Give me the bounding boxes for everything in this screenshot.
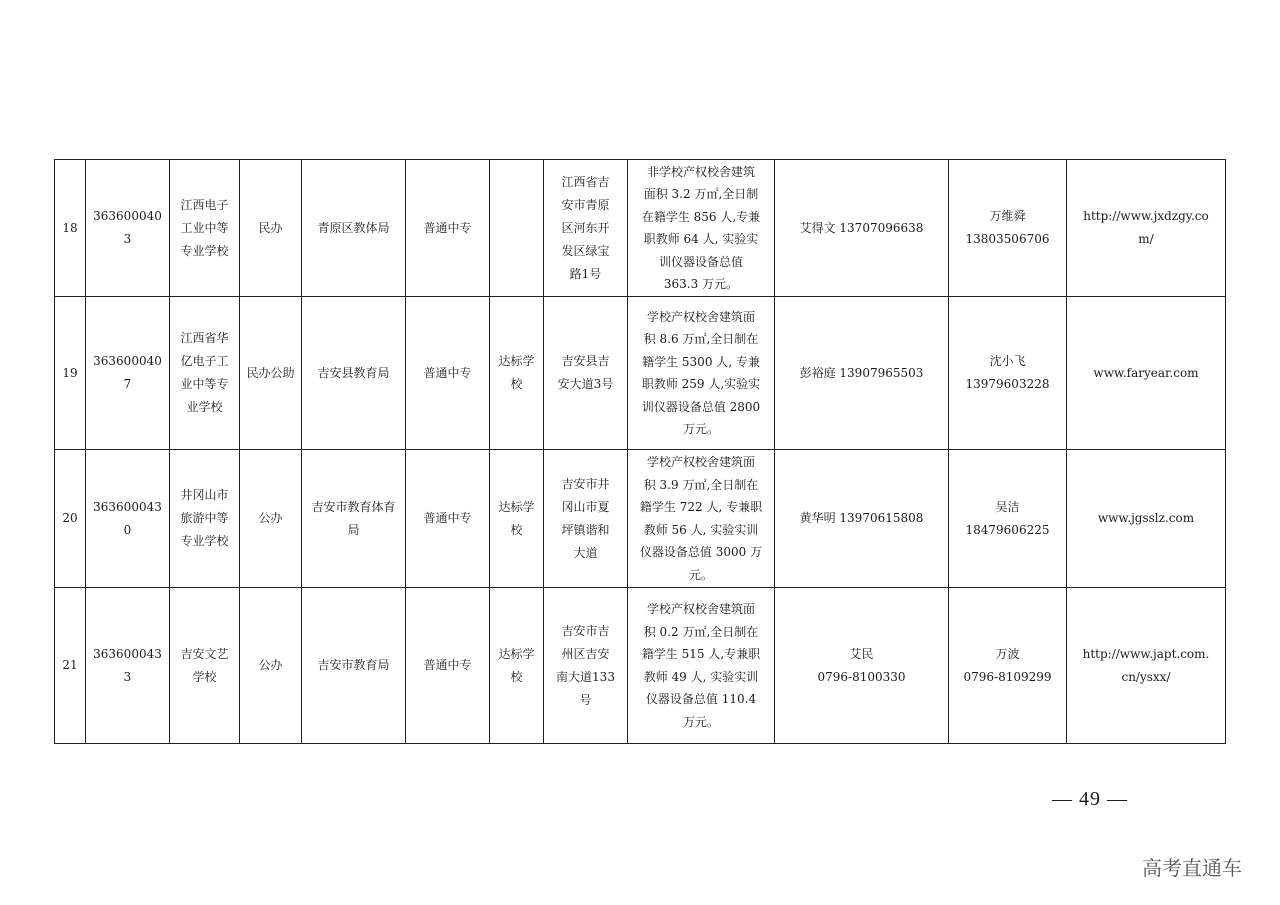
supervising-authority: 吉安市教育体育局 bbox=[302, 450, 406, 588]
school-type: 民办公助 bbox=[240, 297, 302, 450]
school-website: www.jgsslz.com bbox=[1067, 450, 1226, 588]
supervising-authority: 青原区教体局 bbox=[302, 160, 406, 297]
school-code: 3636000403 bbox=[86, 160, 170, 297]
school-type: 公办 bbox=[240, 588, 302, 744]
school-level: 普通中专 bbox=[406, 297, 490, 450]
table-row bbox=[55, 450, 1226, 588]
supervising-authority: 吉安市教育局 bbox=[302, 588, 406, 744]
school-description: 学校产权校舍建筑面 积 0.2 万㎡,全日制在 籍学生 515 人,专兼职 教师 49 人, 实验实训 仪器设备总值 110.4 万元。 bbox=[628, 588, 775, 744]
school-code: 3636000430 bbox=[86, 450, 170, 588]
school-address: 江西省吉 安市青原 区河东开 发区绿宝 路1号 bbox=[544, 160, 628, 297]
row-number: 21 bbox=[55, 588, 86, 744]
supervising-authority: 吉安县教育局 bbox=[302, 297, 406, 450]
page-number: — 49 — bbox=[1052, 788, 1128, 810]
school-type: 民办 bbox=[240, 160, 302, 297]
school-level: 普通中专 bbox=[406, 160, 490, 297]
school-address: 吉安市吉 州区吉安 南大道133 号 bbox=[544, 588, 628, 744]
school-level: 普通中专 bbox=[406, 588, 490, 744]
school-description: 学校产权校舍建筑面 积 8.6 万㎡,全日制在 籍学生 5300 人, 专兼 职教师 259 人,实验实 训仪器设备总值 2800 万元。 bbox=[628, 297, 775, 450]
school-level: 普通中专 bbox=[406, 450, 490, 588]
watermark-logo-text: 高考直通车 bbox=[1142, 856, 1242, 880]
school-type: 公办 bbox=[240, 450, 302, 588]
row-number: 18 bbox=[55, 160, 86, 297]
school-address: 吉安县吉 安大道3号 bbox=[544, 297, 628, 450]
school-name: 吉安文艺 学校 bbox=[170, 588, 240, 744]
liaison-contact: 万维舜 13803506706 bbox=[949, 160, 1067, 297]
school-description: 非学校产权校舍建筑 面积 3.2 万㎡,全日制 在籍学生 856 人,专兼 职教师 64 人, 实验实 训仪器设备总值 363.3 万元。 bbox=[628, 160, 775, 297]
principal-contact: 彭裕庭 13907965503 bbox=[775, 297, 949, 450]
school-info-table bbox=[54, 159, 1226, 744]
principal-contact: 艾民 0796-8100330 bbox=[775, 588, 949, 744]
school-name: 江西省华 亿电子工 业中等专 业学校 bbox=[170, 297, 240, 450]
liaison-contact: 万波 0796-8109299 bbox=[949, 588, 1067, 744]
accreditation-status bbox=[490, 160, 544, 297]
accreditation-status: 达标学校 bbox=[490, 588, 544, 744]
school-website: http://www.jxdzgy.co m/ bbox=[1067, 160, 1226, 297]
row-number: 19 bbox=[55, 297, 86, 450]
table-row bbox=[55, 588, 1226, 744]
table-row bbox=[55, 160, 1226, 297]
principal-contact: 黄华明 13970615808 bbox=[775, 450, 949, 588]
table-row bbox=[55, 297, 1226, 450]
accreditation-status: 达标学校 bbox=[490, 297, 544, 450]
liaison-contact: 沈小飞 13979603228 bbox=[949, 297, 1067, 450]
principal-contact: 艾得文 13707096638 bbox=[775, 160, 949, 297]
liaison-contact: 吴洁 18479606225 bbox=[949, 450, 1067, 588]
school-website: www.faryear.com bbox=[1067, 297, 1226, 450]
school-code: 3636000433 bbox=[86, 588, 170, 744]
school-description: 学校产权校舍建筑面 积 3.9 万㎡,全日制在 籍学生 722 人, 专兼职 教师 56 人, 实验实训 仪器设备总值 3000 万 元。 bbox=[628, 450, 775, 588]
school-name: 江西电子 工业中等 专业学校 bbox=[170, 160, 240, 297]
school-code: 3636000407 bbox=[86, 297, 170, 450]
school-website: http://www.japt.com. cn/ysxx/ bbox=[1067, 588, 1226, 744]
accreditation-status: 达标学校 bbox=[490, 450, 544, 588]
row-number: 20 bbox=[55, 450, 86, 588]
school-name: 井冈山市 旅游中等 专业学校 bbox=[170, 450, 240, 588]
school-address: 吉安市井 冈山市夏 坪镇谐和 大道 bbox=[544, 450, 628, 588]
